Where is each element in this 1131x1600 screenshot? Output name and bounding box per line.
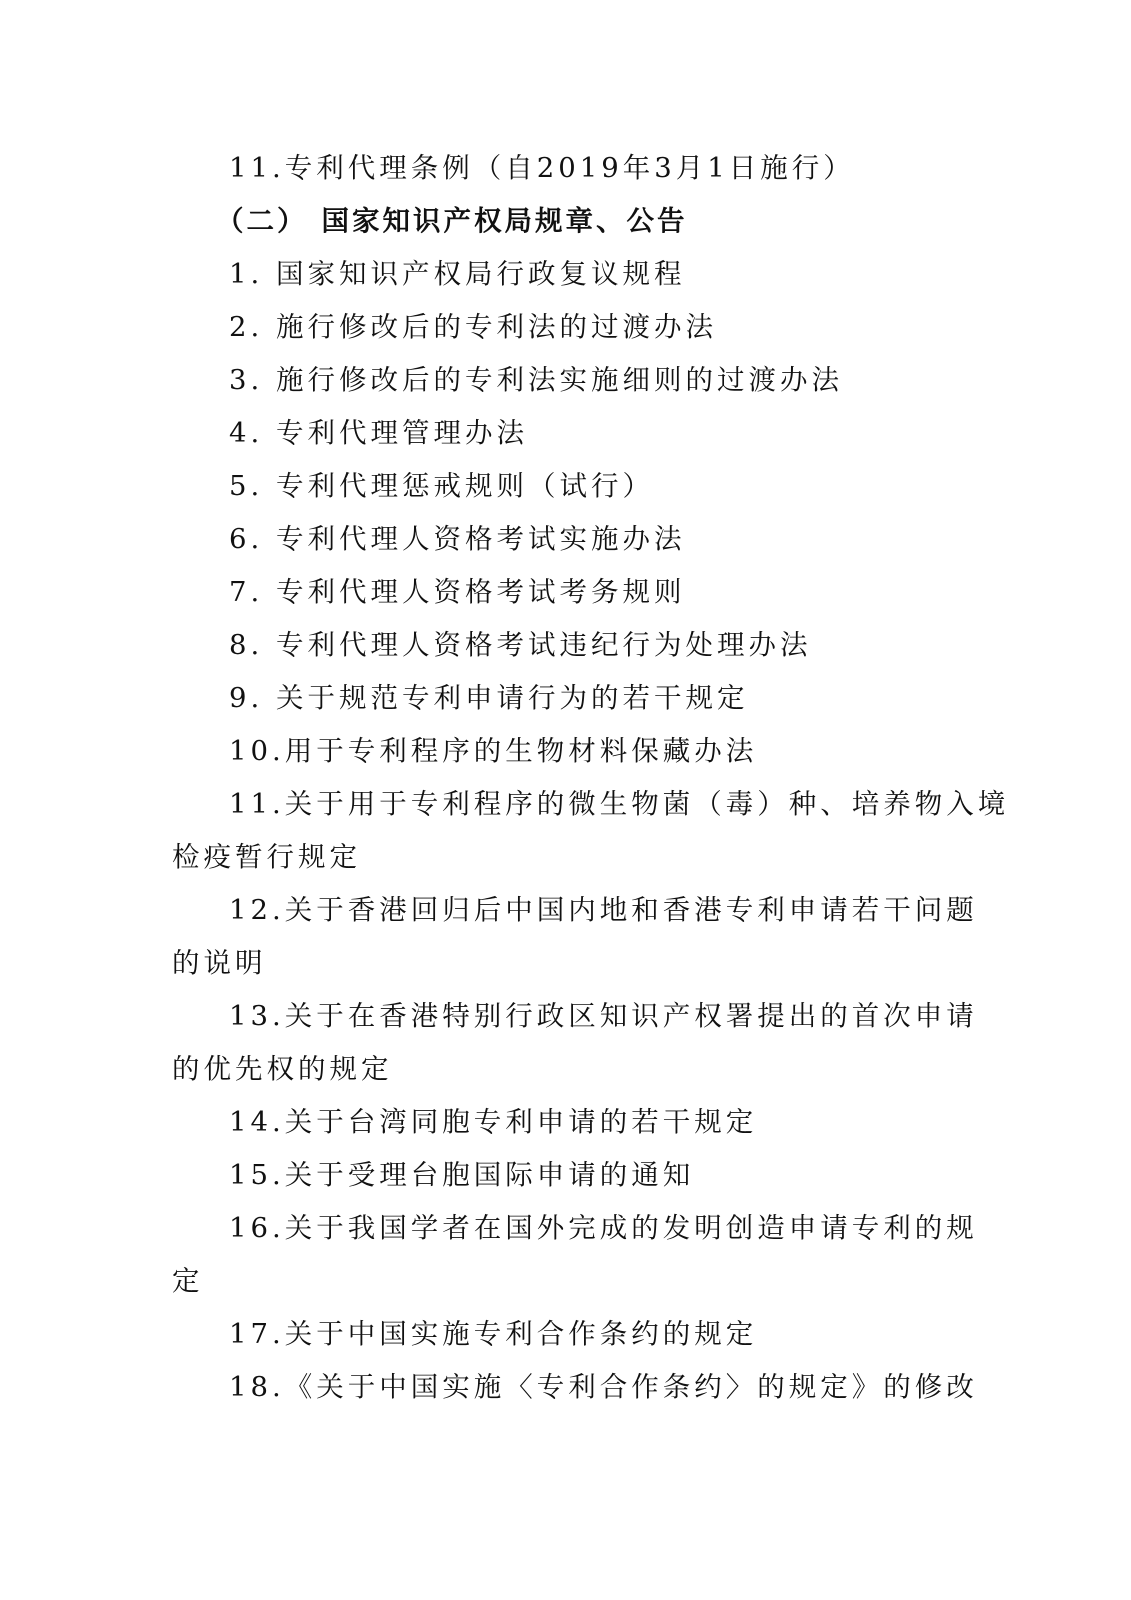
item-text: 《关于中国实施〈专利合作条约〉的规定》的修改 [284,1371,978,1403]
list-item [172,725,967,778]
item-text: 关于香港回归后中国内地和香港专利申请若干问题 [284,894,978,926]
item-text: 专利代理人资格考试实施办法 [276,523,686,555]
item-number: 2. [229,311,264,343]
item-text: 关于台湾同胞专利申请的若干规定 [284,1106,758,1138]
item-number: 3. [229,364,264,396]
list-item [172,672,967,725]
list-item [172,460,967,513]
item-number: 11. [229,788,285,820]
section-heading-title: 国家知识产权局规章、公告 [321,205,688,237]
item-number: 6. [229,523,264,555]
item-text: 关于在香港特别行政区知识产权署提出的首次申请 [284,1000,978,1032]
item-text: 关于中国实施专利合作条约的规定 [284,1318,758,1350]
item-text: 用于专利程序的生物材料保藏办法 [284,735,758,767]
list-item [172,884,978,990]
item-continuation: 的说明 [172,947,267,979]
item-number: 4. [229,417,264,449]
item-number: 9. [229,682,264,714]
item-text: 专利代理惩戒规则（试行） [276,470,654,502]
document-body [172,142,1010,1414]
item-number: 13. [229,1000,285,1032]
list-item [172,407,967,460]
item-number: 17. [229,1318,285,1350]
item-text: 关于用于专利程序的微生物菌（毒）种、培养物入境 [284,788,1010,820]
list-item [172,301,967,354]
list-item [172,778,1010,884]
item-number: 14. [229,1106,285,1138]
item-number: 12. [229,894,285,926]
item-continuation: 检疫暂行规定 [172,841,361,873]
top-list-item: 11.专利代理条例（自2019年3月1日施行） [229,152,855,184]
section-heading-number: （二） [216,205,308,237]
list-item [172,566,967,619]
item-text: 专利代理人资格考试违纪行为处理办法 [276,629,812,661]
list-item [172,1202,978,1308]
item-text: 关于规范专利申请行为的若干规定 [276,682,749,714]
section-heading [172,195,967,248]
item-number: 5. [229,470,264,502]
item-number: 7. [229,576,264,608]
list-item [172,513,967,566]
list-item [172,1308,967,1361]
item-number: 18. [229,1371,285,1403]
list-item [172,1149,967,1202]
item-text: 关于我国学者在国外完成的发明创造申请专利的规 [284,1212,978,1244]
list-item [172,248,967,301]
list-item [172,354,967,407]
item-continuation: 的优先权的规定 [172,1053,393,1085]
list-item [172,1361,978,1414]
item-text: 专利代理管理办法 [276,417,528,449]
item-number: 15. [229,1159,285,1191]
item-number: 8. [229,629,264,661]
item-number: 1. [229,258,264,290]
item-text: 施行修改后的专利法实施细则的过渡办法 [276,364,843,396]
item-number: 10. [229,735,285,767]
item-text: 施行修改后的专利法的过渡办法 [276,311,717,343]
item-text: 关于受理台胞国际申请的通知 [284,1159,695,1191]
list-item [172,1096,967,1149]
item-text: 国家知识产权局行政复议规程 [276,258,686,290]
item-continuation: 定 [172,1265,204,1297]
item-number: 16. [229,1212,285,1244]
list-item [172,619,967,672]
list-item [172,990,978,1096]
item-text: 专利代理人资格考试考务规则 [276,576,686,608]
